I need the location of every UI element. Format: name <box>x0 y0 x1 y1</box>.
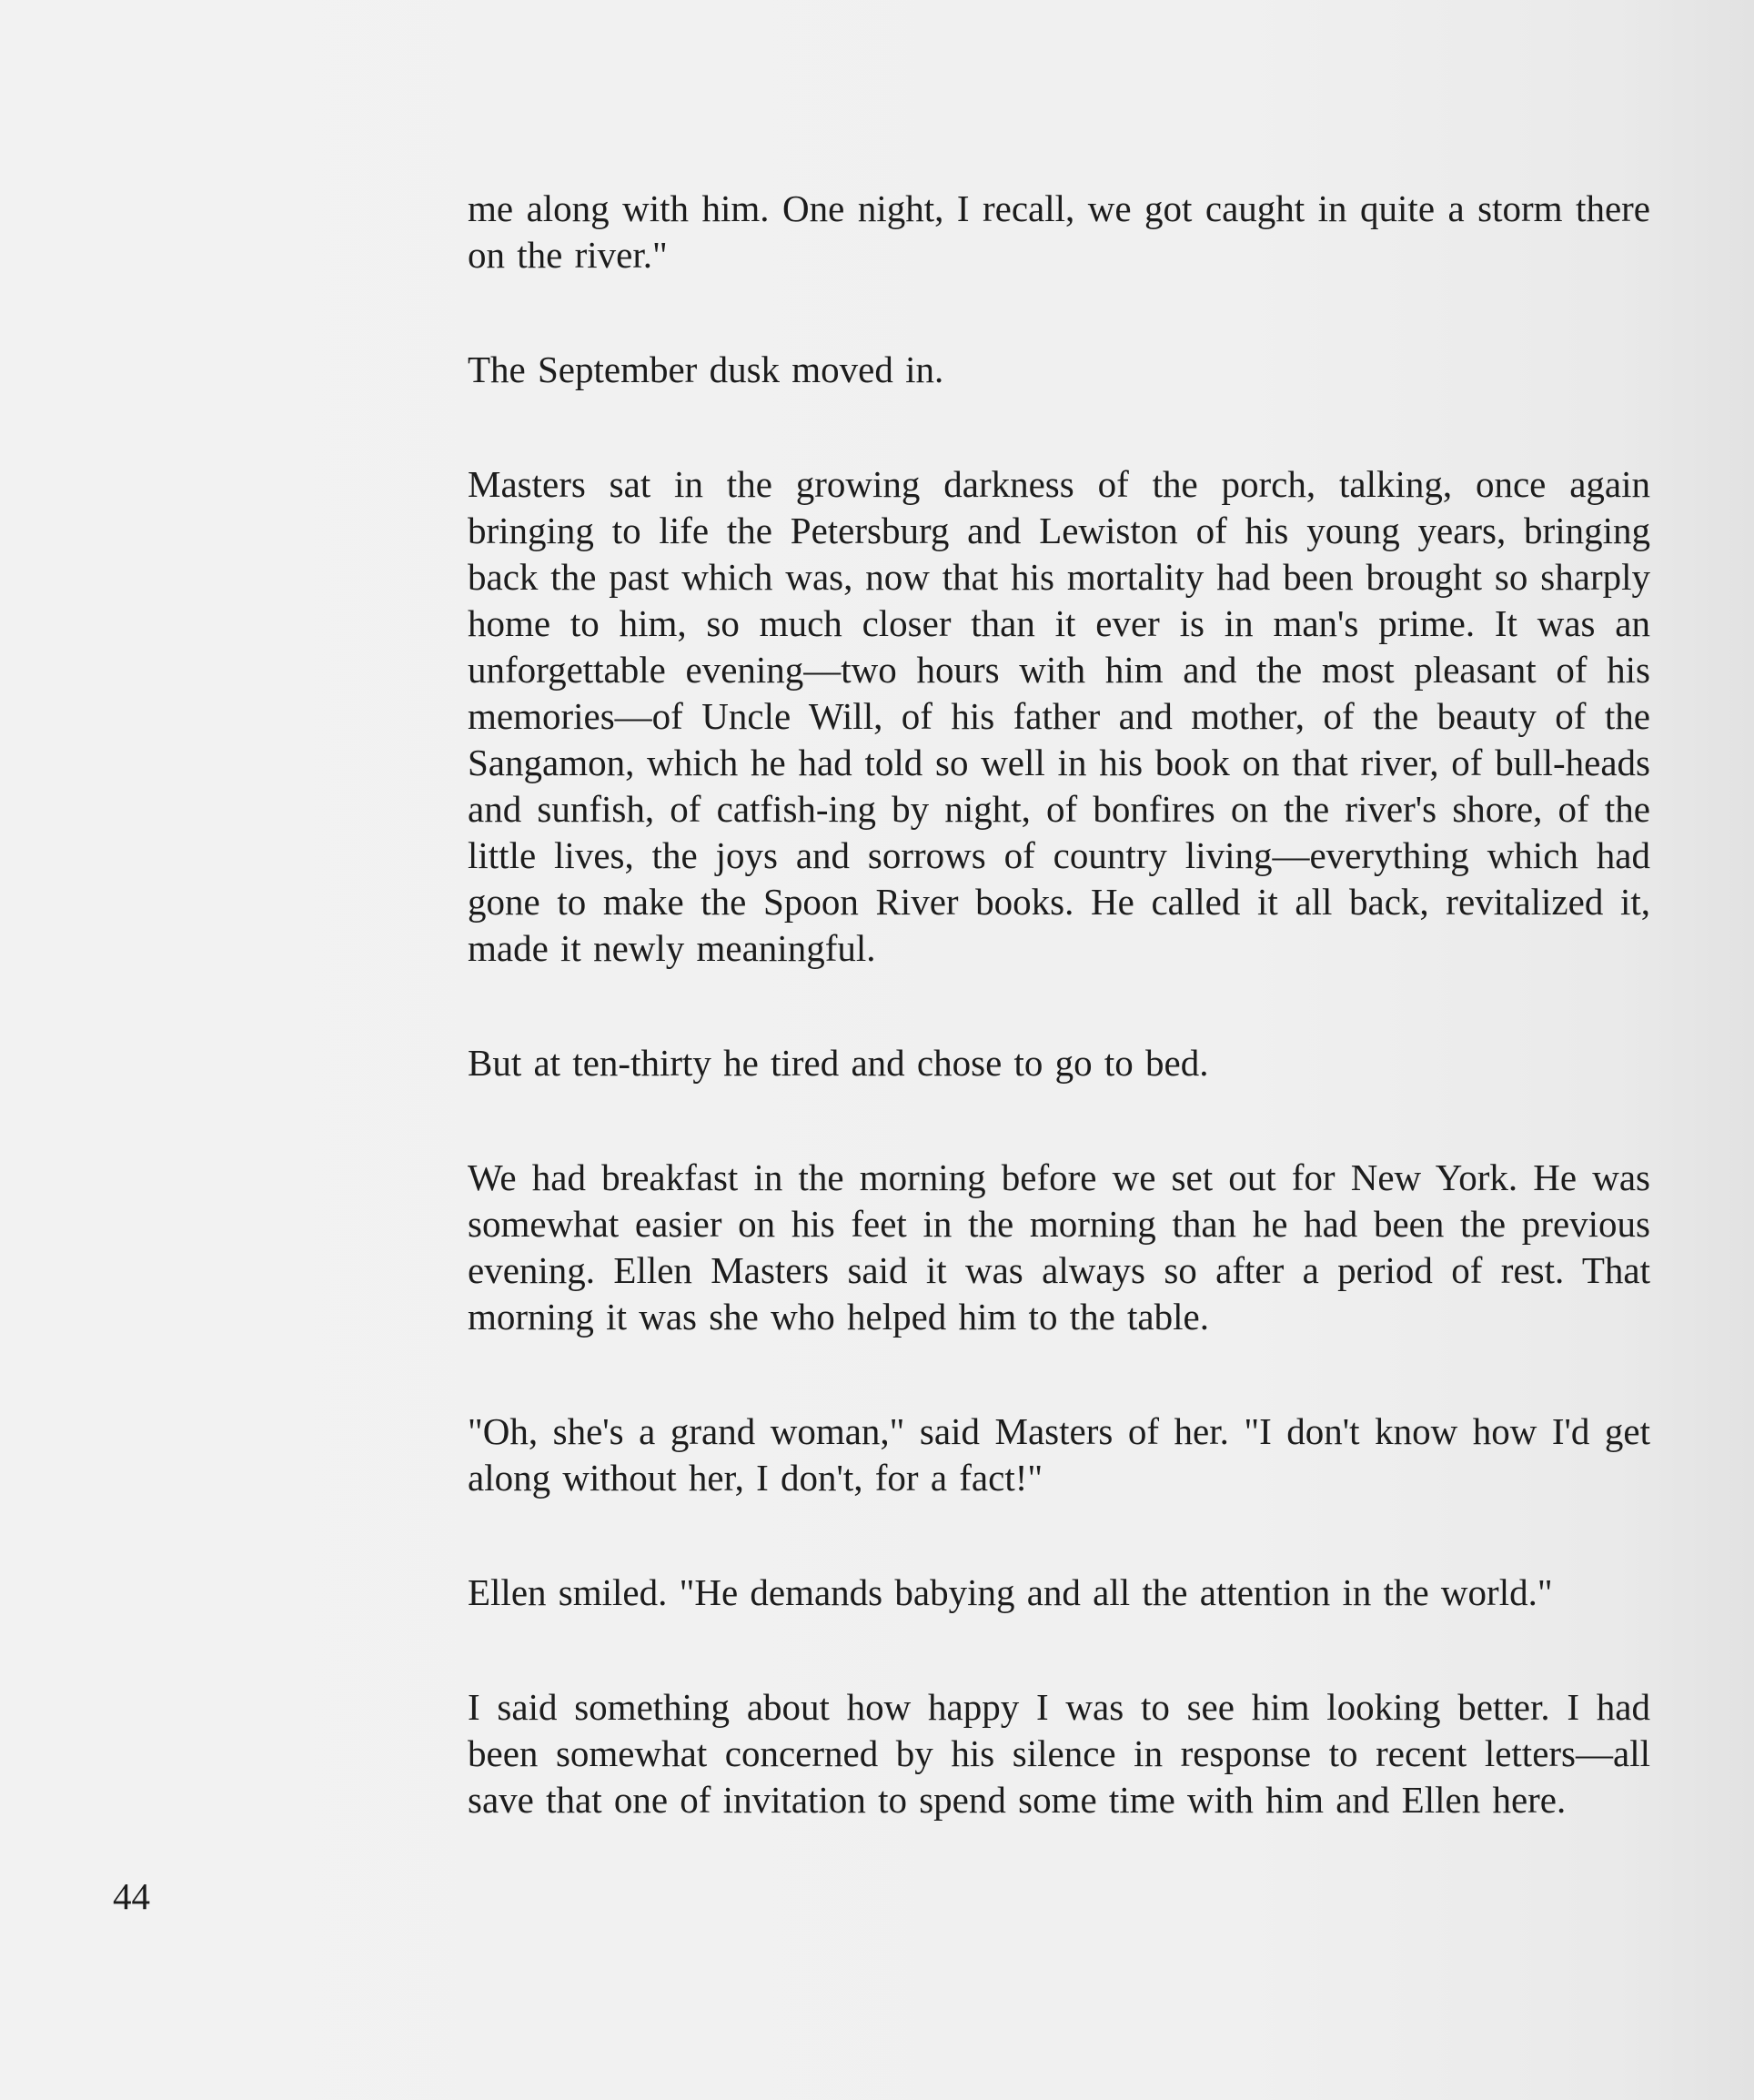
paragraph-5: We had breakfast in the morning before we set out for New York. He was somewhat easier on his feet in the morning than he had been the previous evening. Ellen Masters said it was always so after a period of rest. That morning it was she who helped him to the table. <box>468 1156 1650 1338</box>
paragraph-6: "Oh, she's a grand woman," said Masters of her. "I don't know how I'd get along without her, I don't, for a fact!" <box>468 1410 1650 1499</box>
body-text <box>468 186 1650 1823</box>
paragraph-7: Ellen smiled. "He demands babying and all the attention in the world." <box>468 1571 1553 1613</box>
page-number: 44 <box>113 1875 150 1917</box>
paragraph-4: But at ten-thirty he tired and chose to go to bed. <box>468 1042 1209 1084</box>
paragraph-3: Masters sat in the growing darkness of the porch, talking, once again bringing to life the Petersburg and Lewiston of his young years, bringing back the past which was, now that his mortality had been brought so sharply home to him, so much closer than it ever is in man's prime. It was an unforgettable evening—two hours with him and the most pleasant of his memories—of Uncle Will, of his father and mother, of the beauty of the Sangamon, which he had told so well in his book on that river, of bull-heads and sunfish, of catfish-ing by night, of bonfires on the river's shore, of the little lives, the joys and sorrows of country living—everything which had gone to make the Spoon River books. He called it all back, revitalized it, made it newly meaningful. <box>468 463 1650 969</box>
paragraph-2: The September dusk moved in. <box>468 348 944 390</box>
paragraph-1: me along with him. One night, I recall, we got caught in quite a storm there on the river." <box>468 187 1650 276</box>
paragraph-8: I said something about how happy I was to see him looking better. I had been somewhat concerned by his silence in response to recent letters—all save that one of invitation to spend some time with him and Ellen here. <box>468 1686 1650 1821</box>
